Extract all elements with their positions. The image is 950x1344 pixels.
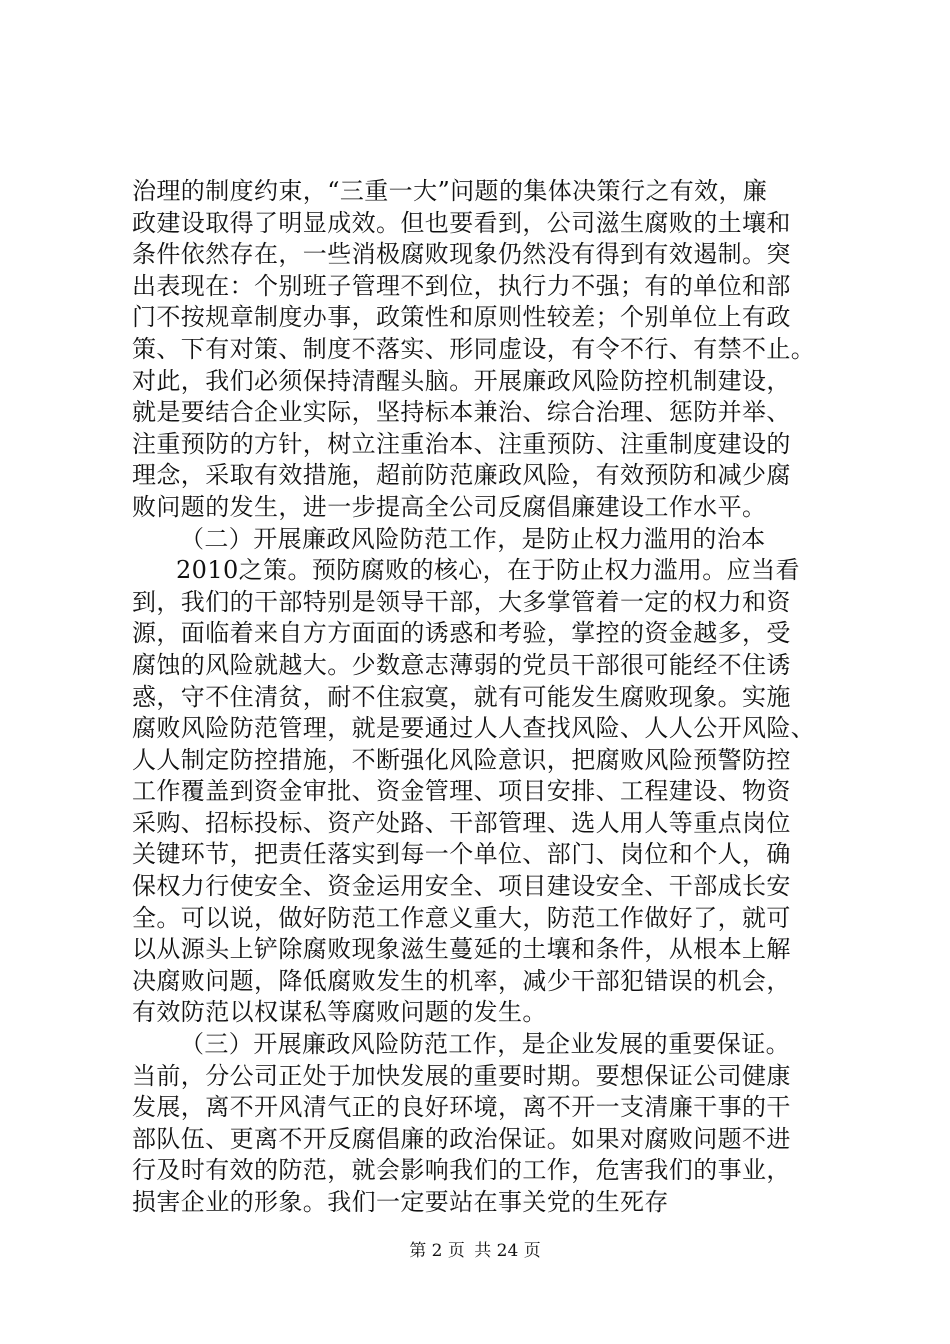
text-line: 源，面临着来自方方面面的诱惑和考验，掌控的资金越多，受 (132, 619, 791, 648)
section-heading-2: （二）开展廉政风险防范工作，是防止权力滥用的治本 (180, 524, 766, 553)
text-line: 部队伍、更离不开反腐倡廉的政治保证。如果对腐败问题不进 (132, 1124, 791, 1153)
text-line: 腐败风险防范管理，就是要通过人人查找风险、人人公开风险、 (132, 714, 816, 743)
text-line: 当前，分公司正处于加快发展的重要时期。要想保证公司健康 (132, 1061, 791, 1090)
text-line: 人人制定防控措施，不断强化风险意识，把腐败风险预警防控 (132, 745, 791, 774)
total-pages: 共 24 页 (474, 1241, 541, 1261)
text-line: 就是要结合企业实际，坚持标本兼治、综合治理、惩防并举、 (132, 398, 791, 427)
text-line: 治理的制度约束，“三重一大”问题的集体决策行之有效，廉 (132, 177, 768, 205)
text-line: 全。可以说，做好防范工作意义重大，防范工作做好了，就可 (132, 903, 791, 932)
text-line: 发展，离不开风清气正的良好环境，离不开一支清廉干事的干 (132, 1093, 791, 1122)
text-line: 决腐败问题，降低腐败发生的机率，减少干部犯错误的机会， (132, 966, 791, 995)
text-line: 条件依然存在，一些消极腐败现象仍然没有得到有效遏制。突 (132, 240, 791, 269)
text-line: 败问题的发生，进一步提高全公司反腐倡廉建设工作水平。 (132, 492, 767, 521)
text-line: 注重预防的方针，树立注重治本、注重预防、注重制度建设的 (132, 429, 791, 458)
text-line: 关键环节，把责任落实到每一个单位、部门、岗位和个人，确 (132, 840, 791, 869)
text-line: 理念，采取有效措施，超前防范廉政风险，有效预防和减少腐 (132, 461, 791, 490)
body-text (132, 176, 832, 1219)
text-line: 出表现在：个别班子管理不到位，执行力不强；有的单位和部 (132, 271, 791, 300)
text-line: 到，我们的干部特别是领导干部，大多掌管着一定的权力和资 (132, 587, 791, 616)
text-line: 以从源头上铲除腐败现象滋生蔓延的土壤和条件，从根本上解 (132, 935, 791, 964)
page-number: 第 2 页 (409, 1241, 465, 1261)
text-line: 政建设取得了明显成效。但也要看到，公司滋生腐败的土壤和 (132, 208, 791, 237)
text-line: 腐蚀的风险就越大。少数意志薄弱的党员干部很可能经不住诱 (132, 650, 791, 679)
text-line: 2010之策。预防腐败的核心，在于防止权力滥用。应当看 (176, 556, 800, 585)
text-line: 工作覆盖到资金审批、资金管理、项目安排、工程建设、物资 (132, 777, 791, 806)
text-line: 采购、招标投标、资产处路、干部管理、选人用人等重点岗位 (132, 808, 791, 837)
text-line: 门不按规章制度办事，政策性和原则性较差；个别单位上有政 (132, 303, 791, 332)
text-line: 损害企业的形象。我们一定要站在事关党的生死存 (132, 1188, 669, 1216)
text-line: 惑，守不住清贫，耐不住寂寞，就有可能发生腐败现象。实施 (132, 682, 791, 711)
text-line: 有效防范以权谋私等腐败问题的发生。 (132, 998, 547, 1027)
text-line: 保权力行使安全、资金运用安全、项目建设安全、干部成长安 (132, 872, 791, 901)
section-heading-3: （三）开展廉政风险防范工作，是企业发展的重要保证。 (180, 1030, 790, 1059)
text-line: 对此，我们必须保持清醒头脑。开展廉政风险防控机制建设， (132, 366, 791, 395)
page-footer (0, 1240, 950, 1262)
text-line: 行及时有效的防范，就会影响我们的工作，危害我们的事业， (132, 1156, 791, 1185)
text-line: 策、下有对策、制度不落实、形同虚设，有令不行、有禁不止。 (132, 334, 816, 363)
